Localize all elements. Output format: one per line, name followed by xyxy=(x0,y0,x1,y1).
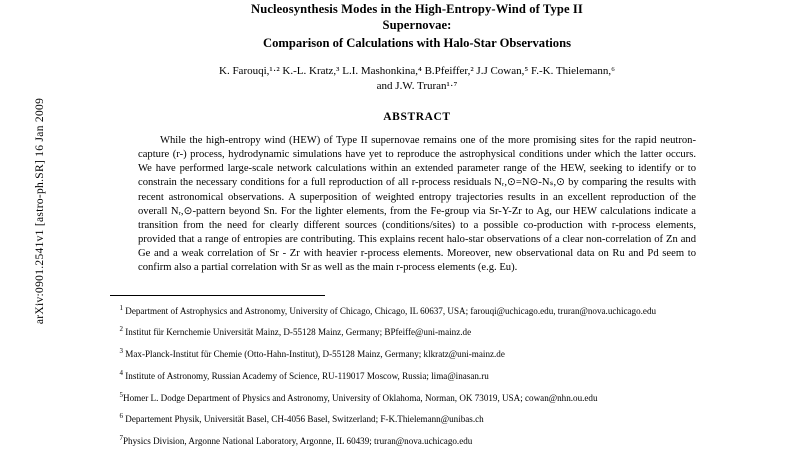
abstract-paragraph: While the high-entropy wind (HEW) of Type II supernovae remains one of the more promising sites for the rapid neutron-capture (r-) process, hydrodynamic simulations have yet to reproduce the astrophysical conditions under which the latter occurs. We have performed large-scale network calculations within an extended parameter range of the HEW, seeking to identify or to constrain the necessary conditions for a full reproduction of all r-process residuals Nᵣ,⊙=N⊙-Nₛ,⊙ by comparing the results with recent astronomical observations. A superposition of weighted entropy trajectories results in an excellent reproduction of the overall Nᵣ,⊙-pattern beyond Sn. For the lighter elements, from the Fe-group via Sr-Y-Zr to Ag, our HEW calculations indicate a transition from the need for clearly different sources (conditions/sites) to a possible co-production with r-process elements, provided that a range of entropies are contributing. This explains recent halo-star observations of a clear non-correlation of Zn and Ge and a weak correlation of Sr - Zr with heavier r-process elements. Moreover, new observational data on Ru and Pd seem to confirm also a partial correlation with Sr as well as the main r-process elements (e.g. Eu). xyxy=(138,135,696,274)
paper-page xyxy=(46,0,788,450)
page-title-line-1: Nucleosynthesis Modes in the High-Entropy-Wind of Type II xyxy=(251,2,583,16)
author-list xyxy=(46,64,788,94)
author-line-1: K. Farouqi,¹·² K.-L. Kratz,³ L.I. Mashonkina,⁴ B.Pfeiffer,² J.J Cowan,⁵ F.-K. Thielemann,⁶ xyxy=(219,65,615,77)
footnote-text: Departement Physik, Universität Basel, CH-4056 Basel, Switzerland; F-K.Thielemann@unibas.ch xyxy=(125,414,484,425)
footnote-text: Physics Division, Argonne National Laboratory, Argonne, IL 60439; truran@nova.uchicago.edu xyxy=(123,436,473,446)
footnote-text: Institut für Kernchemie Universität Mainz, D-55128 Mainz, Germany; BPfeiffe@uni-mainz.de xyxy=(125,327,472,338)
footnote-marker: 2 xyxy=(119,325,123,334)
paper-title-block xyxy=(46,0,788,51)
footnote-text: Department of Astrophysics and Astronomy, University of Chicago, Chicago, IL 60637, USA; farouqi@uchicago.edu, truran@nova.uchicago.edu xyxy=(125,305,657,316)
abstract-body xyxy=(138,134,696,276)
author-line-2: and J.W. Truran¹·⁷ xyxy=(376,80,458,92)
footnote-item xyxy=(120,345,715,361)
footnote-text: Homer L. Dodge Department of Physics and Astronomy, University of Oklahoma, Norman, OK 73019, USA; cowan@nhn.ou.edu xyxy=(123,392,598,403)
abstract-heading: ABSTRACT xyxy=(383,111,451,123)
footnote-marker: 1 xyxy=(119,303,123,312)
footnote-list xyxy=(120,302,715,449)
footnote-marker: 5 xyxy=(119,390,123,399)
footnote-item xyxy=(120,410,715,426)
footnote-item xyxy=(120,367,715,383)
page-title-line-2: Supernovae: xyxy=(382,17,452,32)
footnote-marker: 7 xyxy=(119,433,123,442)
arxiv-identifier-stamp xyxy=(0,0,46,450)
arxiv-identifier-text: arXiv:0901.2541v1 [astro-ph.SR] 16 Jan 2009 xyxy=(34,97,46,325)
footnote-item xyxy=(120,432,715,448)
footnote-item xyxy=(120,389,715,405)
footnote-divider xyxy=(110,295,325,296)
footnote-marker: 4 xyxy=(119,368,123,377)
footnote-item xyxy=(120,323,715,339)
page-title-line-3: Comparison of Calculations with Halo-Star Observations xyxy=(263,36,571,50)
footnote-text: Institute of Astronomy, Russian Academy of Science, RU-119017 Moscow, Russia; lima@inasan.ru xyxy=(125,370,489,381)
footnote-text: Max-Planck-Institut für Chemie (Otto-Hahn-Institut), D-55128 Mainz, Germany; klkratz@uni-mainz.de xyxy=(125,349,505,360)
footnote-marker: 6 xyxy=(119,412,123,421)
footnote-marker: 3 xyxy=(119,347,123,356)
footnote-item xyxy=(120,302,715,318)
